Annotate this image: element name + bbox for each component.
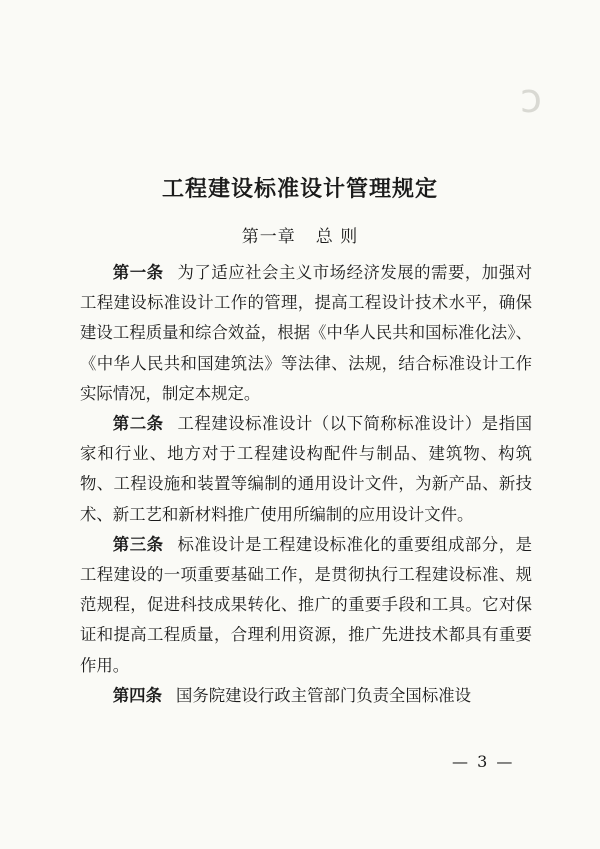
article-text: 标准设计是工程建设标准化的重要组成部分，是工程建设的一项重要基础工作，是贯彻执行工程建设标准、规范规程，促进科技成果转化、推广的重要手段和工具。它对保证和提高工程质量，合理利用资源，推广先进技术都具有重要作用。	[80, 534, 533, 675]
article-2	[80, 409, 532, 530]
document-body	[80, 258, 532, 711]
chapter-heading	[0, 222, 600, 247]
article-4	[80, 681, 532, 711]
article-label: 第四条	[112, 685, 162, 705]
document-title: 工程建设标准设计管理规定	[161, 177, 438, 202]
page-number: — 3 —	[452, 752, 515, 771]
article-text: 为了适应社会主义市场经济发展的需要，加强对工程建设标准设计工作的管理，提高工程设计技术水平，确保建设工程质量和综合效益，根据《中华人民共和国标准化法》、《中华人民共和国建筑法》等法律、法规，结合标准设计工作实际情况，制定本规定。	[80, 263, 533, 403]
scan-artifact: ↄ	[520, 76, 542, 122]
chapter-name: 总 则	[315, 227, 359, 247]
article-label: 第一条	[112, 263, 164, 282]
article-text: 工程建设标准设计（以下简称标准设计）是指国家和行业、地方对于工程建设构配件与制品、建筑物、构筑物、工程设施和装置等编制的通用设计文件，为新产品、新技术、新工艺和新材料推广使用所编制的应用设计文件。	[80, 414, 533, 524]
article-text: 国务院建设行政主管部门负责全国标准设	[175, 685, 471, 705]
article-1	[80, 258, 532, 409]
chapter-number: 第一章	[241, 227, 296, 247]
article-label: 第三条	[112, 534, 164, 554]
article-3	[80, 530, 532, 681]
article-label: 第二条	[112, 414, 164, 434]
